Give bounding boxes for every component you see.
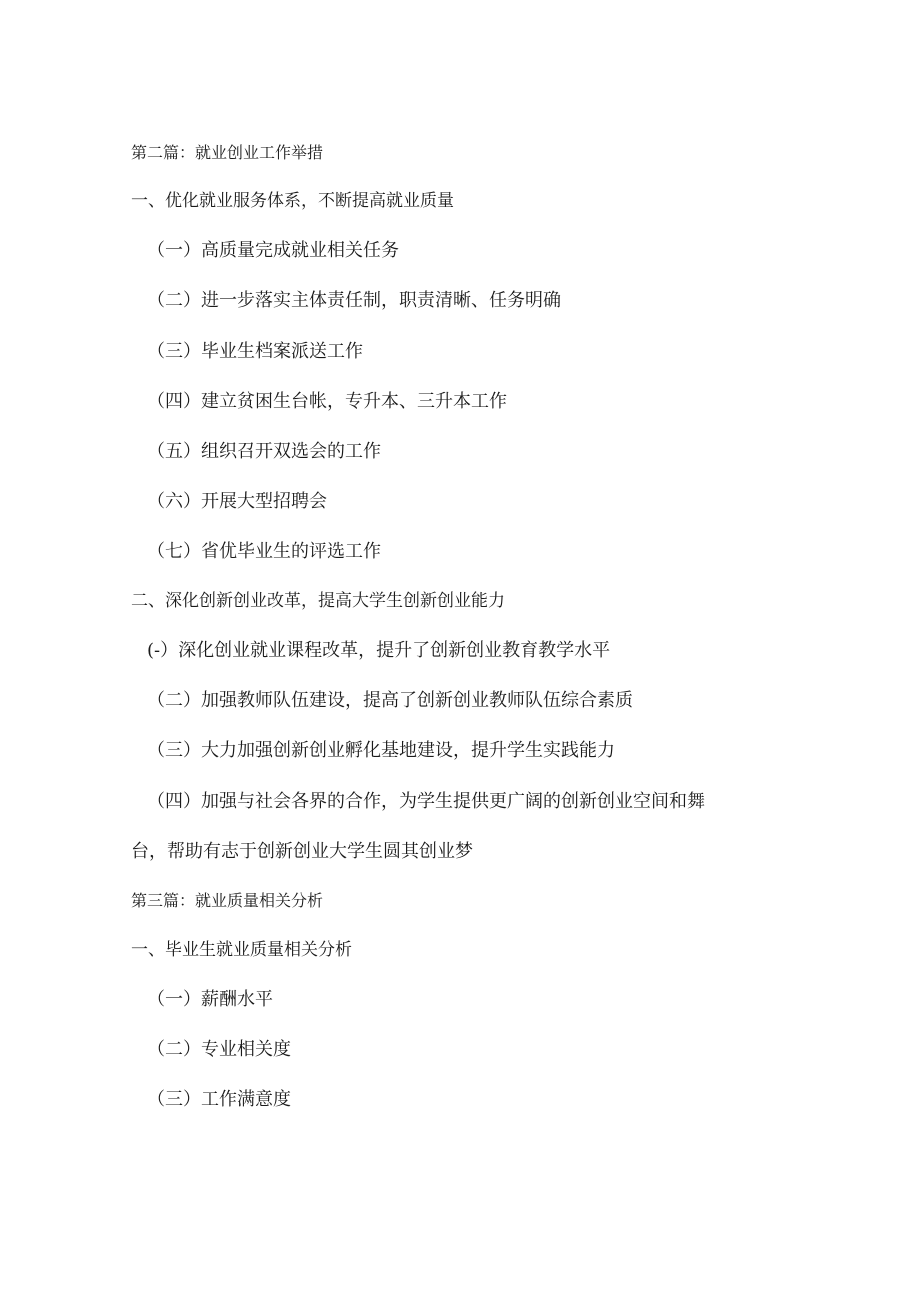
- subitem-1-7: （七）省优毕业生的评选工作: [147, 541, 381, 562]
- subitem-1-2: （二）进一步落实主体责任制，职责清晰、任务明确: [147, 290, 561, 311]
- heading-1-employment-service: 一、优化就业服务体系，不断提高就业质量: [131, 191, 454, 211]
- subitem-1-5: （五）组织召开双选会的工作: [147, 441, 381, 462]
- subitem-3-1: （一）薪酬水平: [147, 989, 273, 1010]
- section-heading-part-three: 第三篇：就业质量相关分析: [131, 891, 324, 910]
- section-heading-part-two: 第二篇：就业创业工作举措: [131, 143, 324, 162]
- subitem-1-4: （四）建立贫困生台帐，专升本、三升本工作: [147, 391, 507, 412]
- subitem-1-3: （三）毕业生档案派送工作: [147, 341, 363, 362]
- subitem-3-2: （二）专业相关度: [147, 1039, 291, 1060]
- subitem-2-1: (-）深化创业就业课程改革，提升了创新创业教育教学水平: [147, 640, 611, 661]
- subitem-2-4: （四）加强与社会各界的合作，为学生提供更广阔的创新创业空间和舞: [147, 791, 705, 812]
- subitem-2-2: （二）加强教师队伍建设，提高了创新创业教师队伍综合素质: [147, 690, 633, 711]
- subitem-3-3: （三）工作满意度: [147, 1089, 291, 1110]
- heading-2-innovation-reform: 二、深化创新创业改革，提高大学生创新创业能力: [131, 591, 505, 611]
- subitem-1-6: （六）开展大型招聘会: [147, 491, 327, 512]
- heading-3-quality-analysis: 一、毕业生就业质量相关分析: [131, 940, 352, 960]
- subitem-1-1: （一）高质量完成就业相关任务: [147, 240, 399, 261]
- subitem-2-4-continuation: 台，帮助有志于创新创业大学生圆其创业梦: [131, 841, 473, 862]
- subitem-2-3: （三）大力加强创新创业孵化基地建设，提升学生实践能力: [147, 740, 615, 761]
